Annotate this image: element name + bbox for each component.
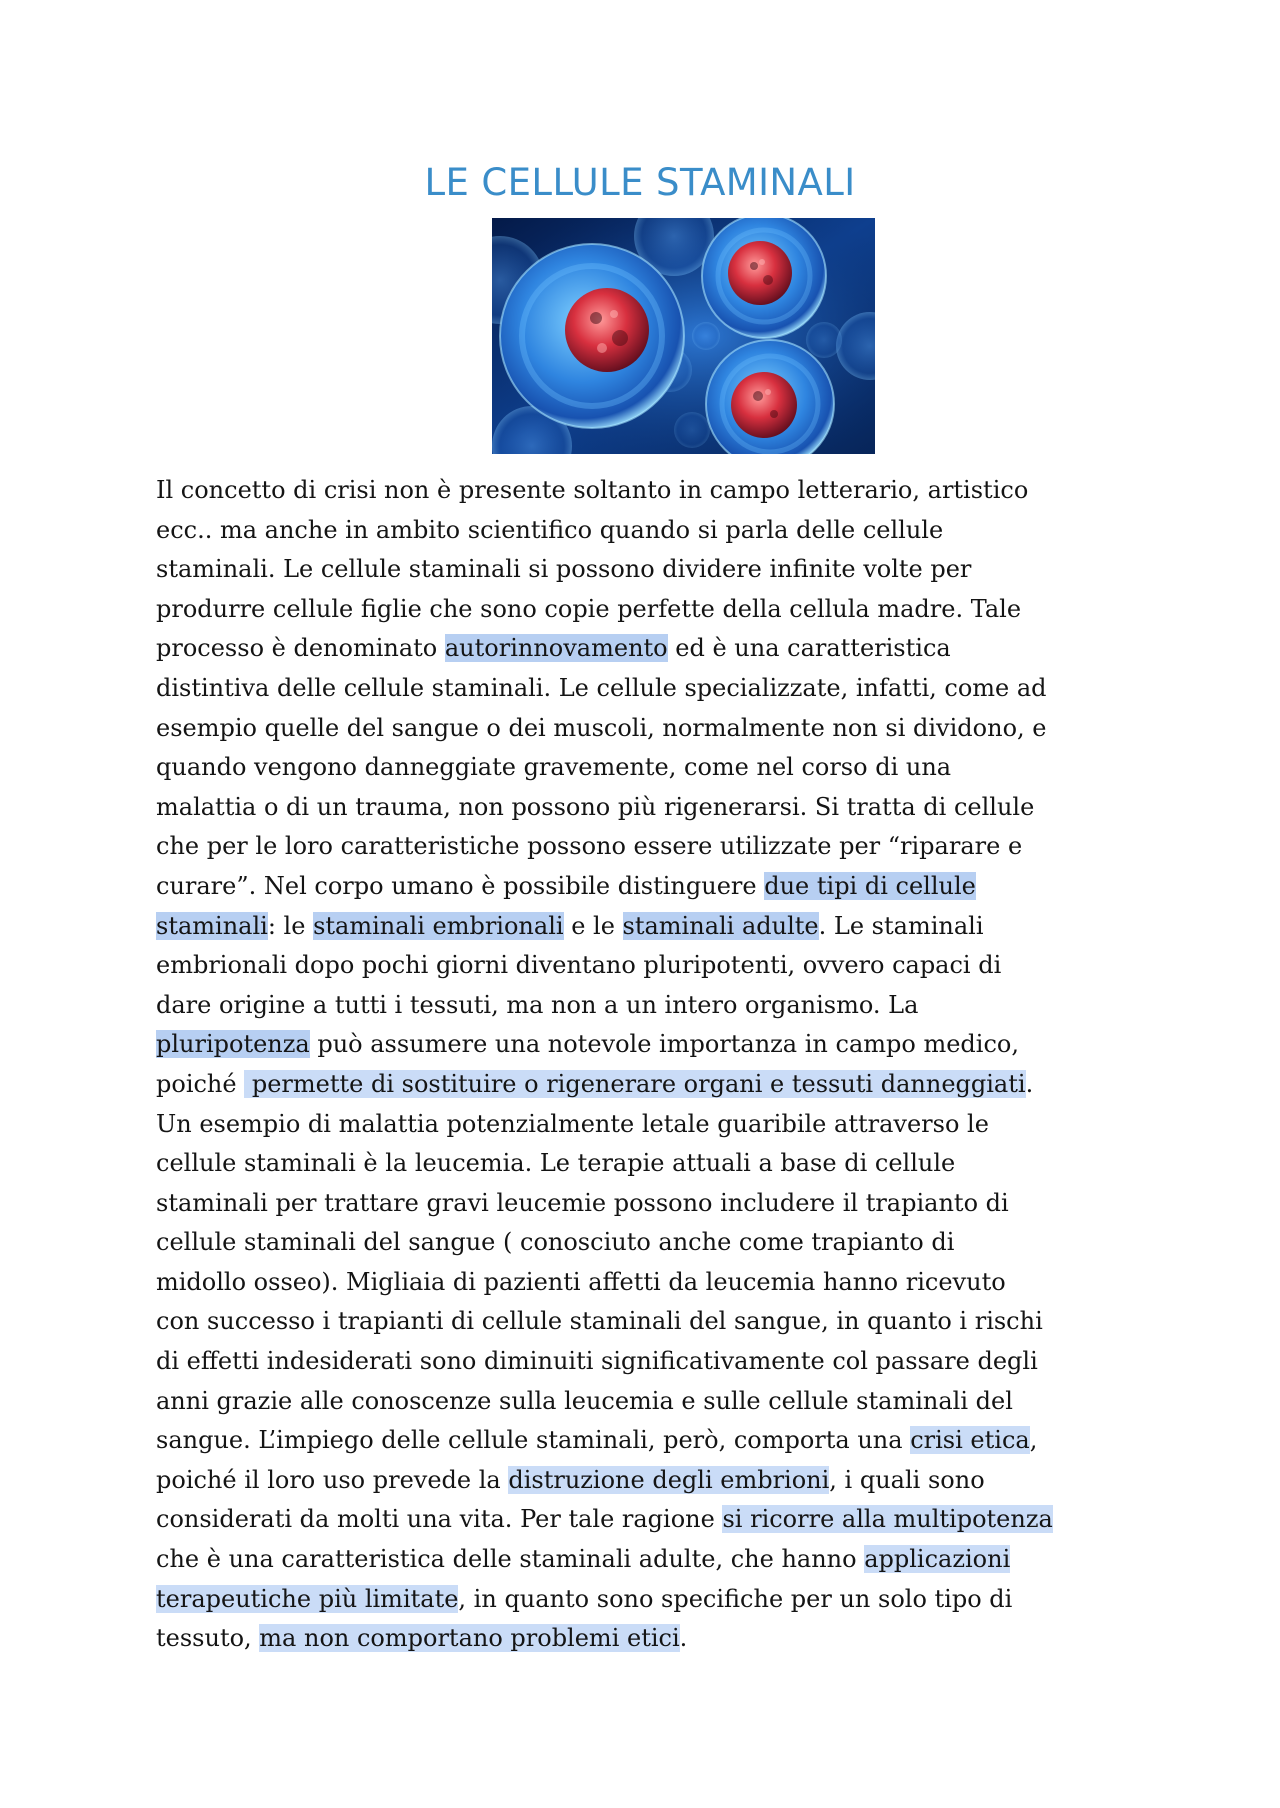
text-segment: con successo i trapianti di cellule staminali del sangue, in quanto i rischi [156,1307,1043,1336]
text-segment: : le [267,911,314,940]
text-line [156,1382,1156,1422]
text-line [156,1223,1156,1263]
stem-cells-image [492,218,875,454]
text-segment: Il concetto di crisi non è presente soltanto in campo letterario, artistico [156,476,1029,504]
highlighted-text: crisi etica [910,1426,1030,1455]
text-line [156,511,1156,551]
text-segment: staminali per trattare gravi leucemie possono includere il trapianto di [156,1188,1009,1217]
text-line [156,986,1156,1026]
text-line [156,1500,1156,1540]
text-segment: cellule staminali è la leucemia. Le terapie attuali a base di cellule [156,1149,956,1178]
text-segment: . [679,1624,688,1653]
highlighted-text: ma non comportano problemi etici [259,1624,680,1653]
cell-nucleus [731,372,797,438]
text-segment: esempio quelle del sangue o dei muscoli, normalmente non si dividono, e [156,713,1047,742]
text-line [156,590,1156,630]
cell-nucleus [565,288,649,372]
highlighted-text: terapeutiche più limitate [156,1584,459,1613]
highlighted-text: permette di sostituire o rigenerare organi e tessuti danneggiati [244,1069,1026,1098]
text-segment: produrre cellule figlie che sono copie perfette della cellula madre. Tale [156,594,1022,623]
bottom-right-stem-cell [706,340,834,454]
text-line [156,1580,1156,1620]
highlighted-text: applicazioni [864,1545,1011,1574]
text-line [156,1342,1156,1382]
text-line [156,1025,1156,1065]
text-line [156,1184,1156,1224]
text-line [156,946,1156,986]
text-line [156,669,1156,709]
large-stem-cell [500,244,684,428]
text-segment: midollo osseo). Migliaia di pazienti affetti da leucemia hanno ricevuto [156,1267,1006,1296]
text-line [156,907,1156,947]
highlighted-text: staminali embrionali [313,911,564,940]
text-segment: Un esempio di malattia potenzialmente letale guaribile attraverso le [156,1109,989,1138]
text-line [156,629,1156,669]
highlighted-text: distruzione degli embrioni [508,1465,830,1494]
text-line [156,1065,1156,1105]
text-segment: considerati da molti una vita. Per tale ragione [156,1505,723,1534]
text-line [156,1619,1156,1659]
highlighted-text: staminali adulte [622,911,819,940]
highlighted-text: staminali [156,911,268,940]
text-segment: distintiva delle cellule staminali. Le cellule specializzate, infatti, come ad [156,673,1047,702]
text-segment: , [1029,1426,1038,1455]
text-segment: può assumere una notevole importanza in campo medico, [309,1030,1019,1059]
text-segment: curare”. Nel corpo umano è possibile distinguere [156,871,765,900]
text-segment: tessuto, [156,1624,260,1653]
text-segment: , in quanto sono specifiche per un solo tipo di [458,1584,1013,1613]
text-segment: , i quali sono [829,1465,985,1494]
top-right-stem-cell [702,218,826,338]
text-line [156,550,1156,590]
text-line [156,788,1156,828]
text-line [156,1540,1156,1580]
text-segment: e le [563,911,623,940]
body-paragraph [156,471,1156,1659]
text-segment: staminali. Le cellule staminali si possono dividere infinite volte per [156,555,972,584]
text-line [156,867,1156,907]
text-line [156,1263,1156,1303]
text-line [156,748,1156,788]
text-line [156,471,1156,511]
text-segment: che è una caratteristica delle staminali adulte, che hanno [156,1545,865,1574]
page-title: LE CELLULE STAMINALI [424,161,856,204]
text-segment: che per le loro caratteristiche possono essere utilizzate per “riparare e [156,832,1023,861]
highlighted-text: pluripotenza [156,1030,310,1059]
text-segment: ecc.. ma anche in ambito scientifico quando si parla delle cellule [156,515,944,544]
highlighted-text: si ricorre alla multipotenza [722,1505,1053,1534]
text-segment: . Le staminali [818,911,984,940]
text-segment: dare origine a tutti i tessuti, ma non a un intero organismo. La [156,990,919,1019]
text-segment: poiché il loro uso prevede la [156,1465,509,1494]
text-line [156,1105,1156,1145]
text-segment: . [1025,1069,1034,1098]
text-line [156,1144,1156,1184]
text-segment: quando vengono danneggiate gravemente, come nel corso di una [156,753,952,782]
cell-nucleus [728,241,792,305]
text-line [156,709,1156,749]
text-line [156,1461,1156,1501]
text-line [156,1421,1156,1461]
text-line [156,827,1156,867]
text-segment: cellule staminali del sangue ( conosciuto anche come trapianto di [156,1228,955,1257]
highlighted-text: autorinnovamento [444,634,668,663]
text-line [156,1302,1156,1342]
text-segment: ed è una caratteristica [667,634,951,663]
text-segment: di effetti indesiderati sono diminuiti significativamente col passare degli [156,1347,1038,1376]
text-segment: processo è denominato [156,634,445,663]
text-segment: poiché [156,1069,245,1098]
text-segment: anni grazie alle conoscenze sulla leucemia e sulle cellule staminali del [156,1386,1013,1415]
text-segment: malattia o di un trauma, non possono più rigenerarsi. Si tratta di cellule [156,792,1035,821]
text-segment: sangue. L’impiego delle cellule staminali, però, comporta una [156,1426,911,1455]
highlighted-text: due tipi di cellule [764,871,976,900]
text-segment: embrionali dopo pochi giorni diventano pluripotenti, ovvero capaci di [156,951,1002,980]
